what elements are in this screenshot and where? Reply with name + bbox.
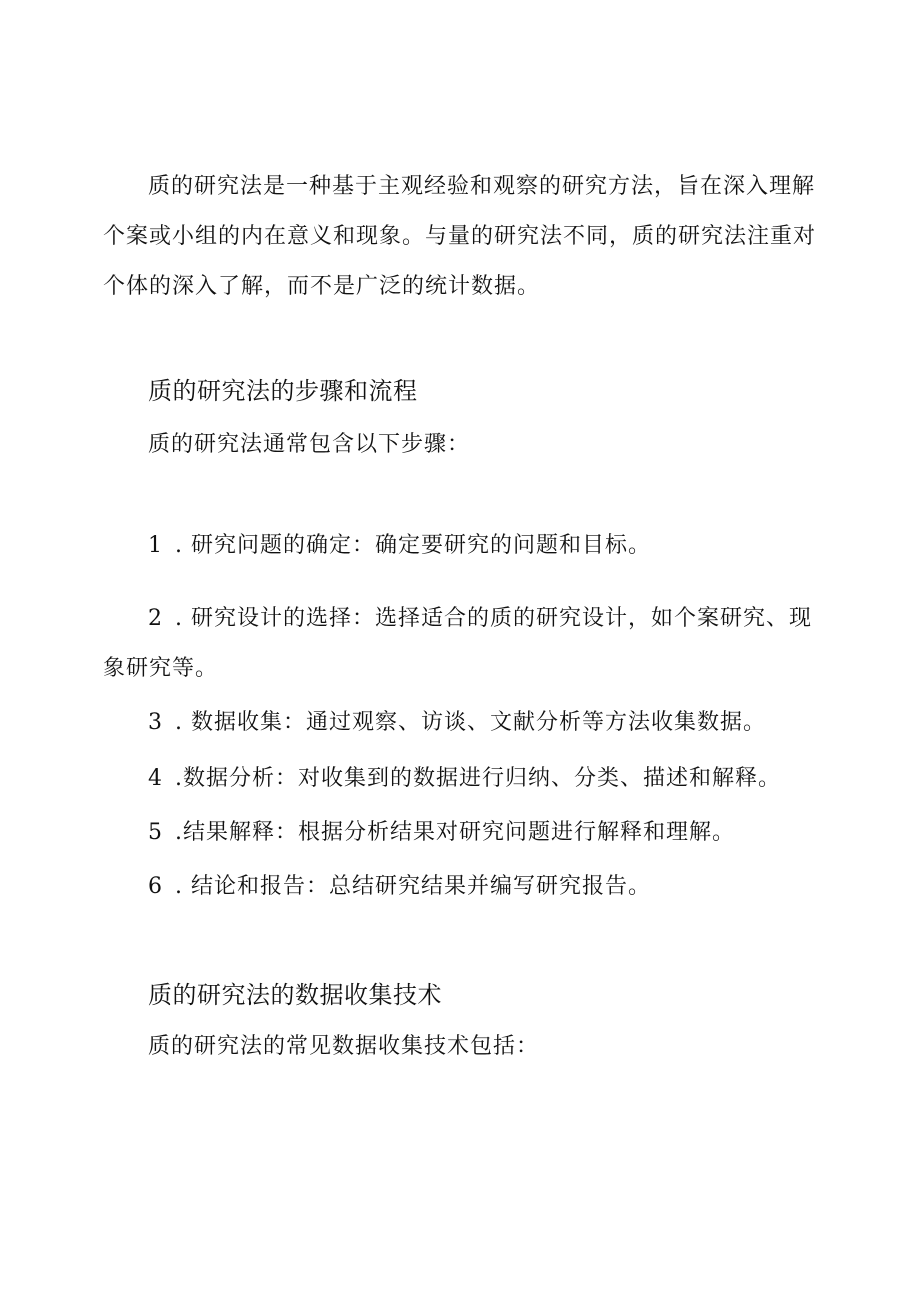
step-item-2: [103, 594, 823, 694]
step-item-1: [103, 521, 823, 571]
step-number: 4: [148, 766, 163, 791]
step-number: 2: [148, 606, 163, 631]
step-number: 6: [148, 874, 163, 899]
step-text: . 数据收集：通过观察、访谈、文献分析等方法收集数据。: [175, 710, 766, 735]
steps-lead-text: 质的研究法通常包含以下步骤：: [148, 432, 471, 457]
step-text: .结果解释：根据分析结果对研究问题进行解释和理解。: [175, 820, 735, 845]
step-text: . 结论和报告：总结研究结果并编写研究报告。: [175, 874, 651, 899]
section-heading-steps: 质的研究法的步骤和流程: [148, 377, 418, 405]
section-heading-data-collection: 质的研究法的数据收集技术: [148, 981, 442, 1009]
step-text: . 研究问题的确定：确定要研究的问题和目标。: [175, 533, 651, 558]
step-text: .数据分析：对收集到的数据进行归纳、分类、描述和解释。: [175, 766, 781, 791]
step-number: 1: [148, 533, 163, 558]
step-item-4: [103, 754, 823, 804]
intro-paragraph: 质的研究法是一种基于主观经验和观察的研究方法，旨在深入理解个案或小组的内在意义和现象。与量的研究法不同，质的研究法注重对个体的深入了解，而不是广泛的统计数据。: [103, 174, 817, 299]
step-number: 5: [148, 820, 163, 845]
step-number: 3: [148, 710, 163, 735]
step-item-5: [103, 808, 823, 858]
step-item-6: [103, 862, 823, 912]
step-item-3: [103, 698, 823, 748]
data-collection-lead-text: 质的研究法的常见数据收集技术包括：: [148, 1034, 540, 1059]
step-text: . 研究设计的选择：选择适合的质的研究设计，如个案研究、现象研究等。: [103, 606, 812, 681]
